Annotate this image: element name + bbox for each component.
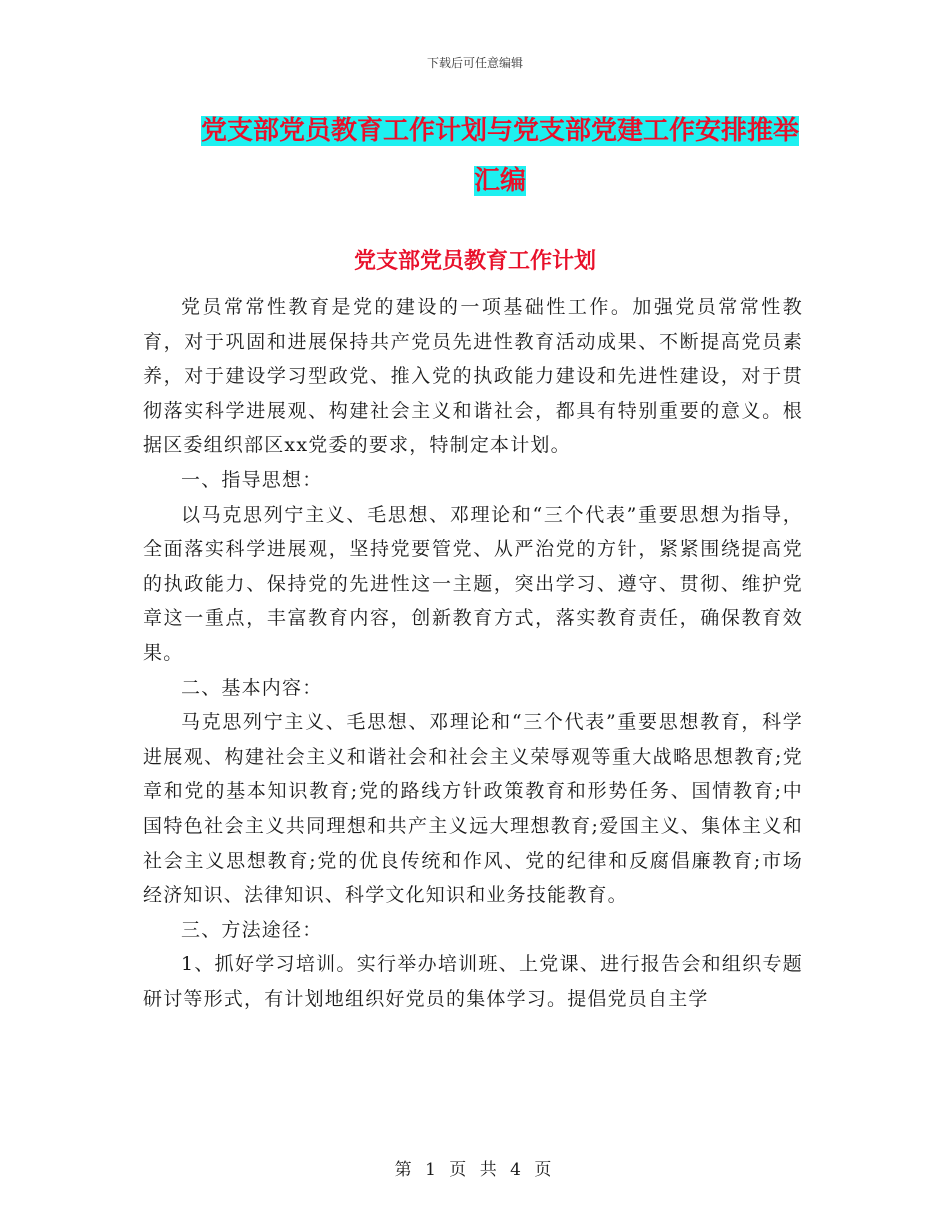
- heading-basic-content: 二、基本内容：: [181, 676, 323, 699]
- paragraph-guiding-ideology: 以马克思列宁主义、毛思想、邓理论和“三个代表”重要思想为指导，全面落实科学进展观，坚持党要管党、从严治党的方针，紧紧围绕提高党的执政能力、保持党的先进性这一主题，突出学习、遵守、贯彻、维护党章这一重点，丰富教育内容，创新教育方式，落实教育责任，确保教育效果。: [143, 503, 803, 664]
- heading-guiding-ideology: 一、指导思想：: [181, 468, 323, 491]
- document-title-text: 党支部党员教育工作计划与党支部党建工作安排推举汇编: [200, 116, 799, 196]
- header-note: 下载后可任意编辑: [426, 56, 523, 70]
- paragraph-methods-1: 1、抓好学习培训。实行举办培训班、上党课、进行报告会和组织专题研讨等形式，有计划地组织好党员的集体学习。提倡党员自主学: [143, 953, 803, 1010]
- paragraph-basic-content: 马克思列宁主义、毛思想、邓理论和“三个代表”重要思想教育，科学进展观、构建社会主义和谐社会和社会主义荣辱观等重大战略思想教育;党章和党的基本知识教育;党的路线方针政策教育和形势任务、国情教育;中国特色社会主义共同理想和共产主义远大理想教育;爱国主义、集体主义和社会主义思想教育;党的优良传统和作风、党的纪律和反腐倡廉教育;市场经济知识、法律知识、科学文化知识和业务技能教育。: [143, 711, 803, 907]
- heading-methods: 三、方法途径：: [181, 918, 323, 941]
- section-title: 党支部党员教育工作计划: [353, 248, 596, 274]
- page-number: 第 1 页 共 4 页: [394, 1160, 556, 1180]
- document-body: [143, 290, 803, 1016]
- paragraph-intro: 党员常常性教育是党的建设的一项基础性工作。加强党员常常性教育，对于巩固和进展保持共产党员先进性教育活动成果、不断提高党员素养，对于建设学习型政党、推入党的执政能力建设和先进性建设，对于贯彻落实科学进展观、构建社会主义和谐社会，都具有特别重要的意义。根据区委组织部区xx党委的要求，特制定本计划。: [143, 296, 803, 457]
- document-title: [190, 106, 810, 206]
